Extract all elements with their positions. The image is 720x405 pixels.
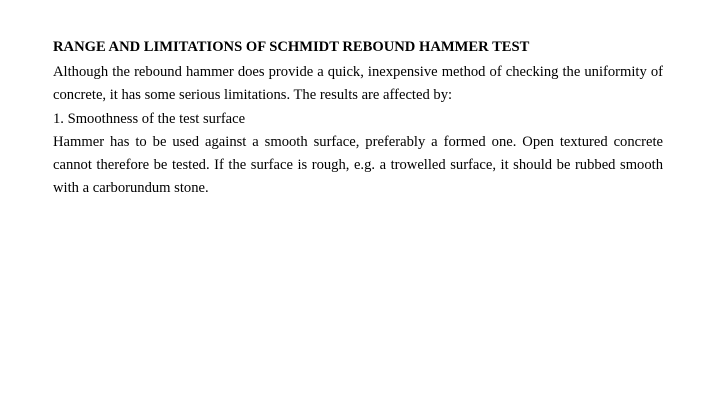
slide-content <box>53 36 663 200</box>
intro-paragraph: Although the rebound hammer does provide a quick, inexpensive method of checking the uniformity of concrete, it has some serious limitations. The results are affected by: <box>53 64 663 104</box>
list-item-1-title: 1. Smoothness of the test surface <box>53 110 246 127</box>
list-item-1-paragraph: Hammer has to be used against a smooth surface, preferably a formed one. Open textured concrete cannot therefore be tested. If the surface is rough, e.g. a trowelled surface, it should be rubbed smooth with a carborundum stone. <box>53 133 663 197</box>
slide-heading: RANGE AND LIMITATIONS OF SCHMIDT REBOUND HAMMER TEST <box>53 39 530 55</box>
